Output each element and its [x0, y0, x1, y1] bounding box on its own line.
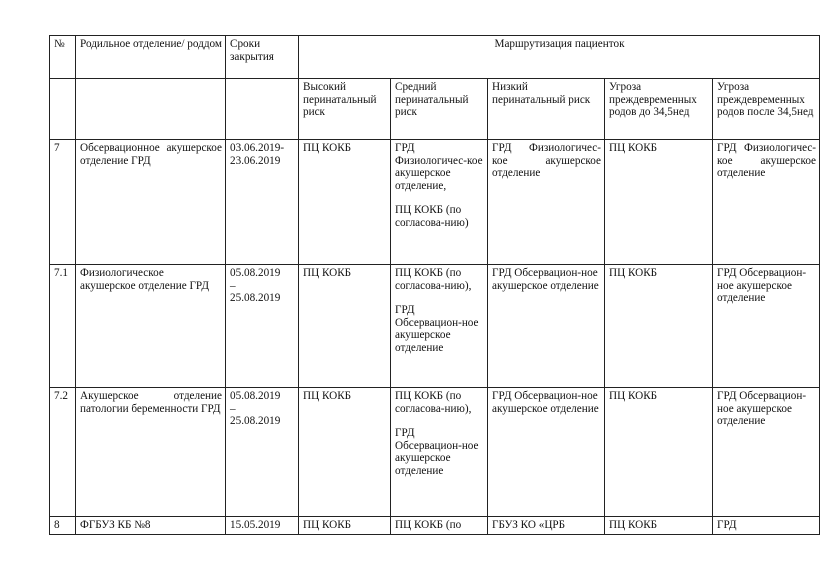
routing-option: ПЦ КОКБ (по согласова-нию), [395, 267, 472, 292]
header-department: Родильное отделение/ роддом [76, 36, 226, 79]
row-threat-before: ПЦ КОКБ [605, 265, 713, 388]
table-subheader-row [50, 79, 820, 140]
row-num: 7.1 [50, 265, 76, 388]
row-high-risk: ПЦ КОКБ [299, 140, 391, 265]
row-threat-after: ГРД Обсервацион-ное акушерское отделение [713, 265, 820, 388]
date-line: – [230, 279, 236, 292]
subheader-empty-num [50, 79, 76, 140]
cell-text: ГБУЗ КО «ЦРБ [492, 519, 566, 531]
subheader-empty-dates [226, 79, 299, 140]
table-row [50, 517, 820, 535]
cell-text: 8 [54, 519, 60, 531]
row-num [50, 517, 76, 535]
cell-text: ПЦ КОКБ [609, 519, 658, 531]
date-line: 23.06.2019 [230, 154, 281, 167]
table-row [50, 265, 820, 388]
row-threat-after [713, 517, 820, 535]
row-threat-after: ГРД Обсервацион-ное акушерское отделение [713, 388, 820, 517]
row-high-risk [299, 517, 391, 535]
row-department: Обсервационное акушерское отделение ГРД [76, 140, 226, 265]
subheader-medium-risk: Средний перинатальный риск [391, 79, 488, 140]
cell-text: 15.05.2019 [230, 519, 281, 531]
row-num: 7.2 [50, 388, 76, 517]
header-closing-dates: Сроки закрытия [226, 36, 299, 79]
date-line: 25.08.2019 [230, 292, 281, 305]
row-num: 7 [50, 140, 76, 265]
header-num: № [50, 36, 76, 79]
subheader-threat-before: Угроза преждевременных родов до 34,5нед [605, 79, 713, 140]
row-closing-dates [226, 517, 299, 535]
row-low-risk: ГРД Обсервацион-ное акушерское отделение [488, 265, 605, 388]
row-threat-before: ПЦ КОКБ [605, 388, 713, 517]
routing-option: ПЦ КОКБ (по согласова-нию) [395, 204, 469, 229]
row-medium-risk [391, 265, 488, 388]
row-closing-dates [226, 388, 299, 517]
row-low-risk: ГРД Физиологичес-кое акушерское отделение [488, 140, 605, 265]
header-patient-routing: Маршрутизация пациенток [299, 36, 820, 79]
row-threat-before: ПЦ КОКБ [605, 140, 713, 265]
date-line: 05.08.2019 [230, 267, 281, 279]
cell-text: ФГБУЗ КБ №8 [80, 519, 151, 531]
row-low-risk: ГРД Обсервацион-ное акушерское отделение [488, 388, 605, 517]
row-department: Физиологическое акушерское отделение ГРД [76, 265, 226, 388]
row-high-risk: ПЦ КОКБ [299, 265, 391, 388]
row-medium-risk [391, 517, 488, 535]
routing-option: ГРД Обсервацион-ное акушерское отделение [395, 304, 479, 354]
row-closing-dates [226, 140, 299, 265]
subheader-high-risk: Высокий перинатальный риск [299, 79, 391, 140]
routing-option: ГРД Обсервацион-ное акушерское отделение [395, 427, 479, 477]
row-closing-dates [226, 265, 299, 388]
patient-routing-table [49, 35, 820, 535]
row-high-risk: ПЦ КОКБ [299, 388, 391, 517]
date-line: – [230, 402, 236, 415]
date-line: 03.06.2019- [230, 142, 285, 154]
row-department: Акушерское отделение патологии беременности ГРД [76, 388, 226, 517]
row-medium-risk [391, 140, 488, 265]
row-department [76, 517, 226, 535]
cell-text: ПЦ КОКБ [303, 519, 352, 531]
date-line: 25.08.2019 [230, 415, 281, 428]
subheader-threat-after: Угроза преждевременных родов после 34,5нед [713, 79, 820, 140]
cell-text: ГРД [717, 519, 737, 531]
subheader-low-risk: Низкий перинатальный риск [488, 79, 605, 140]
table-row [50, 140, 820, 265]
table-header-row [50, 36, 820, 79]
routing-option: ПЦ КОКБ (по согласова-нию), [395, 390, 472, 415]
row-threat-before [605, 517, 713, 535]
row-low-risk [488, 517, 605, 535]
cell-text: ПЦ КОКБ (по [395, 519, 462, 531]
row-threat-after: ГРД Физиологичес-кое акушерское отделение [713, 140, 820, 265]
row-medium-risk [391, 388, 488, 517]
routing-option: ГРД Физиологичес-кое акушерское отделение, [395, 142, 483, 192]
table-row [50, 388, 820, 517]
subheader-empty-dept [76, 79, 226, 140]
date-line: 05.08.2019 [230, 390, 281, 402]
